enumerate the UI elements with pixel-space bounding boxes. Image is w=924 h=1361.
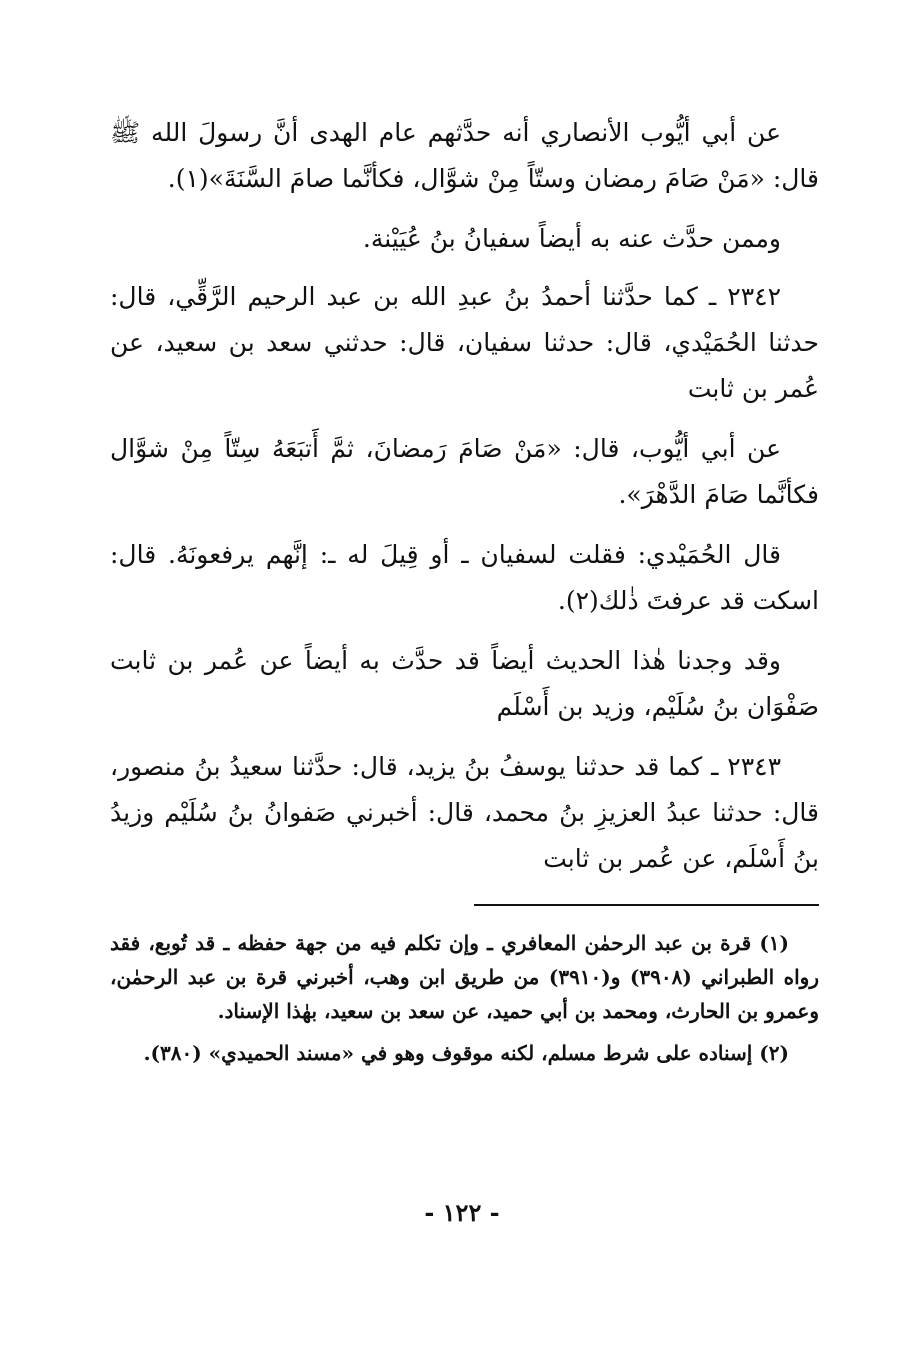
page-number: - ١٢٢ - bbox=[424, 1198, 500, 1227]
paragraph-hadith-abu-ayyub-2: عن أبي أيُّوب، قال: «مَنْ صَامَ رَمضانَ، ثمَّ أَتبَعَهُ سِتّاً مِنْ شوَّال فكأنَّما صَامَ الدَّهْرَ». bbox=[110, 434, 819, 509]
paragraph-hadith-abu-ayyub: عن أبي أيُّوب الأنصاري أنه حدَّثهم عام الهدى أنَّ رسولَ الله ﷺ قال: «مَنْ صَامَ رمضان وستّاً مِنْ شوَّال، فكأنَّما صامَ السَّنَةَ»(١). bbox=[110, 118, 819, 193]
paragraph-hadith-2342: ٢٣٤٢ ـ كما حدَّثنا أحمدُ بنُ عبدِ الله بن عبد الرحيم الرَّقِّي، قال: حدثنا الحُمَيْدي، قال: حدثنا سفيان، قال: حدثني سعد بن سعيد، عن عُمر بن ثابت bbox=[110, 282, 819, 403]
footnote-1: (١) قرة بن عبد الرحمٰن المعافري ـ وإن تكلم فيه من جهة حفظه ـ قد تُوبع، فقد رواه الطبراني (٣٩٠٨) و(٣٩١٠) من طريق ابن وهب، أخبرني قرة بن عبد الرحمٰن، وعمرو بن الحارث، ومحمد بن أبي حميد، عن سعد بن سعيد، بهٰذا الإسناد. bbox=[110, 931, 820, 1023]
paragraph-narration-note: وممن حدَّث عنه به أيضاً سفيانُ بنُ عُيَيْنة. bbox=[362, 224, 781, 253]
paragraph-other-chains: وقد وجدنا هٰذا الحديث أيضاً قد حدَّث به أيضاً عن عُمر بن ثابت صَفْوَان بنُ سُلَيْم، وزيد بن أَسْلَم bbox=[110, 646, 819, 721]
footnote-2: (٢) إسناده على شرط مسلم، لكنه موقوف وهو في «مسند الحميدي» (٣٨٠). bbox=[143, 1041, 789, 1065]
paragraph-hadith-2343: ٢٣٤٣ ـ كما قد حدثنا يوسفُ بنُ يزيد، قال: حدَّثنا سعيدُ بنُ منصور، قال: حدثنا عبدُ العزيزِ بنُ محمد، قال: أخبرني صَفوانُ بنُ سُلَيْم وزيدُ بنُ أَسْلَم، عن عُمر بن ثابت bbox=[110, 752, 819, 873]
footnotes bbox=[110, 926, 819, 1070]
main-text bbox=[110, 110, 819, 882]
footnote-divider bbox=[474, 904, 819, 906]
paragraph-humaydi-comment: قال الحُمَيْدي: فقلت لسفيان ـ أو قِيلَ له ـ: إنَّهم يرفعونَهُ. قال: اسكت قد عرفتَ ذٰلك(٢). bbox=[110, 540, 819, 615]
